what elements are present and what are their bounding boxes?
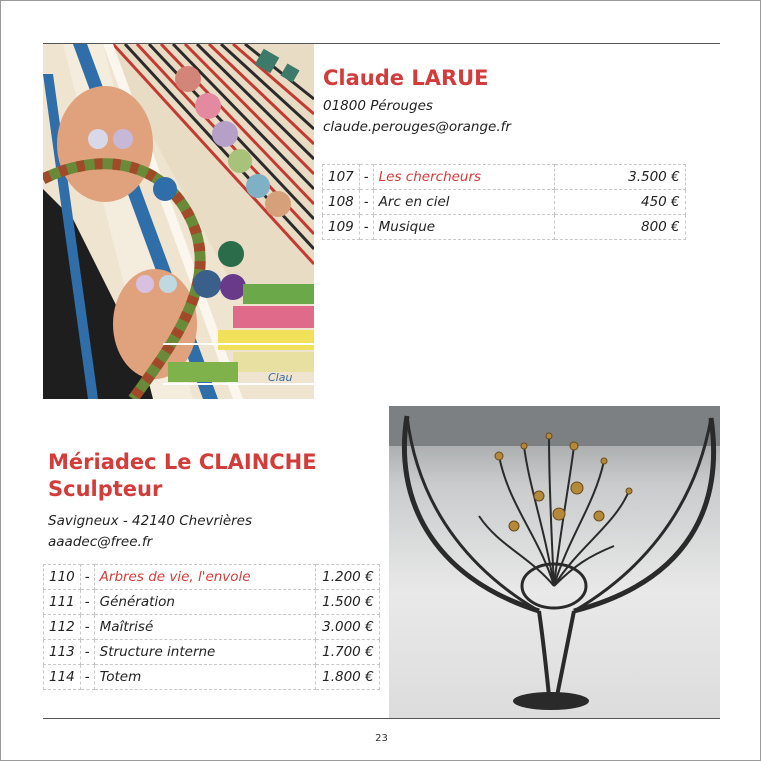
artist-email[interactable]: claude.perouges@orange.fr xyxy=(323,119,511,135)
work-title: Arbres de vie, l'envole xyxy=(94,565,315,590)
table-row xyxy=(323,215,686,240)
artist-name: Claude LARUE xyxy=(323,66,489,90)
artist-location: Savigneux - 42140 Chevrières xyxy=(48,513,253,529)
work-separator: - xyxy=(359,215,373,240)
work-price: 1.800 € xyxy=(315,665,379,690)
sculpture-image xyxy=(389,406,720,718)
table-row xyxy=(323,165,686,190)
artist-block-larue xyxy=(323,65,511,138)
work-price: 1.500 € xyxy=(315,590,379,615)
work-title: Génération xyxy=(94,590,315,615)
work-title: Arc en ciel xyxy=(373,190,554,215)
work-price: 1.200 € xyxy=(315,565,379,590)
work-price: 3.000 € xyxy=(315,615,379,640)
table-row xyxy=(44,665,380,690)
work-title: Musique xyxy=(373,215,554,240)
artist-email[interactable]: aaadec@free.fr xyxy=(48,534,153,550)
artist-role: Sculpteur xyxy=(48,477,163,501)
work-separator: - xyxy=(359,190,373,215)
work-title: Totem xyxy=(94,665,315,690)
artist-block-clainche xyxy=(48,449,317,553)
work-price: 450 € xyxy=(554,190,685,215)
table-row xyxy=(44,640,380,665)
work-number: 111 xyxy=(44,590,81,615)
work-title: Les chercheurs xyxy=(373,165,554,190)
work-number: 112 xyxy=(44,615,81,640)
work-number: 114 xyxy=(44,665,81,690)
artist-location: 01800 Pérouges xyxy=(323,98,433,114)
work-price: 1.700 € xyxy=(315,640,379,665)
work-number: 113 xyxy=(44,640,81,665)
work-separator: - xyxy=(80,615,94,640)
work-title: Maîtrisé xyxy=(94,615,315,640)
painting-signature: Clau xyxy=(268,371,293,384)
page-number: 23 xyxy=(375,733,388,744)
work-number: 107 xyxy=(323,165,360,190)
work-separator: - xyxy=(80,565,94,590)
works-table-larue xyxy=(322,164,686,240)
work-title: Structure interne xyxy=(94,640,315,665)
bottom-rule xyxy=(43,718,720,719)
artist-name: Mériadec Le CLAINCHE xyxy=(48,450,317,474)
work-separator: - xyxy=(80,640,94,665)
works-table-clainche xyxy=(43,564,380,690)
work-separator: - xyxy=(80,590,94,615)
table-row xyxy=(44,565,380,590)
work-number: 109 xyxy=(323,215,360,240)
work-separator: - xyxy=(359,165,373,190)
work-number: 110 xyxy=(44,565,81,590)
table-row xyxy=(323,190,686,215)
work-number: 108 xyxy=(323,190,360,215)
work-separator: - xyxy=(80,665,94,690)
table-row xyxy=(44,615,380,640)
work-price: 800 € xyxy=(554,215,685,240)
work-price: 3.500 € xyxy=(554,165,685,190)
painting-image xyxy=(43,44,314,399)
table-row xyxy=(44,590,380,615)
